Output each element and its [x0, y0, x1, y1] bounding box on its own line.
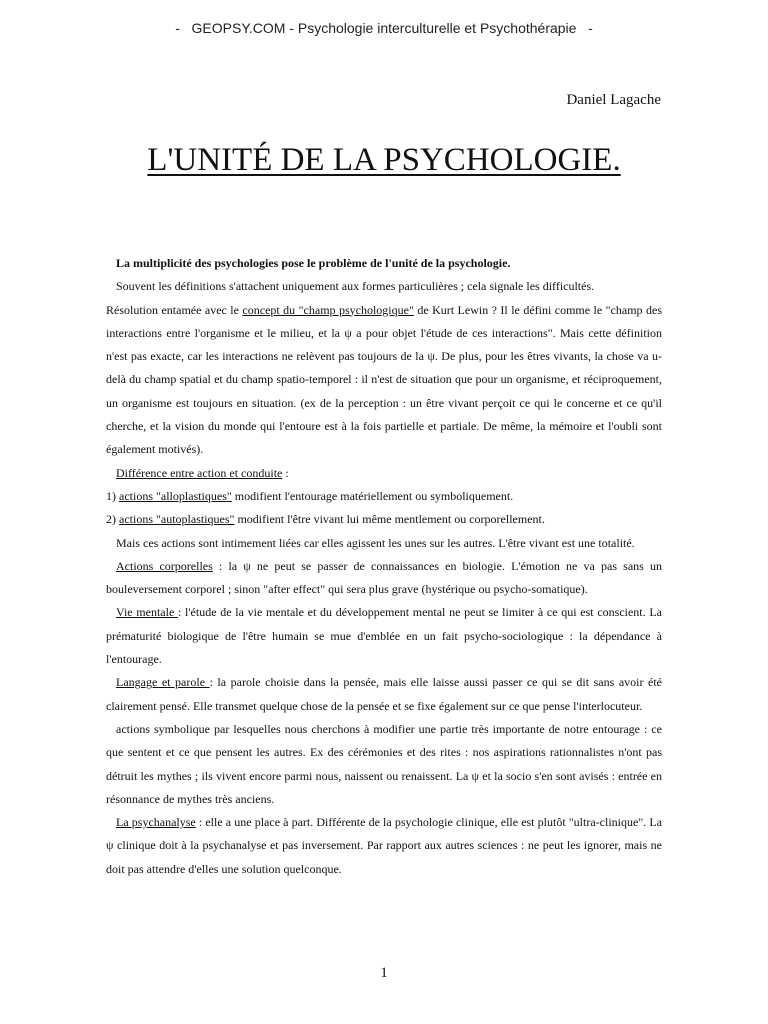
paragraph-symbolic-actions: actions symbolique par lesquelles nous cherchons à modifier une partie très importante de notre entourage : ce que sentent et ce que pensent les autres. Ex des cérémonies et des rites : nos aspirations rationnalistes n'ont pas détruit les mythes ; ils vivent encore parmi nous, naissent ou renaissent. La ψ et la socio s'en sont avisés : entrée en résonnance de mythes très anciens.	[106, 721, 662, 806]
paragraph-totality: Mais ces actions sont intimement liées car elles agissent les unes sur les autres. L'être vivant est une totalité.	[116, 535, 635, 550]
paragraph-text: : la ψ ne peut se passer de connaissances en biologie. L'émotion ne va pas sans un bouleversement corporel ; sinon "after effect" qui sera plus grave (hystérique ou psycho-somatique).	[106, 558, 662, 597]
document-body	[106, 252, 662, 881]
underlined-phrase: actions "alloplastiques"	[119, 488, 232, 503]
paragraph-lewin	[106, 299, 662, 462]
paragraph-psychoanalysis	[106, 811, 662, 881]
paragraph-text: Résolution entamée avec le	[106, 302, 243, 317]
underlined-phrase: concept du "champ psychologique"	[242, 302, 414, 317]
paragraph-text: : la parole choisie dans la pensée, mais elle laisse aussi passer ce qui se dit sans avoir été clairement pensé. Elle transmet quelque chose de la pensée et se fixe également sur ce que pense l'interlocuteur.	[106, 675, 663, 713]
paragraph-mental-life	[106, 601, 662, 671]
underlined-phrase: Différence entre action et conduite	[116, 465, 283, 480]
page-number: 1	[380, 965, 388, 981]
underlined-phrase: actions "autoplastiques"	[119, 512, 235, 527]
list-item-autoplastic	[106, 508, 662, 531]
paragraph-bodily-actions	[106, 555, 662, 602]
paragraph-text: : l'étude de la vie mentale et du développement mental ne peut se limiter à ce qui est conscient. La prématurité biologique de l'être humain se mue d'emblée en un fait psycho-sociologique : la dépendance à l'entourage.	[106, 605, 662, 667]
paragraph-language	[106, 671, 662, 718]
paragraph-text: modifient l'être vivant lui même mentlement ou corporellement.	[234, 512, 545, 527]
document-title: L'UNITÉ DE LA PSYCHOLOGIE.	[147, 142, 621, 178]
list-marker: 1)	[106, 488, 119, 503]
list-item-alloplastic	[106, 485, 662, 508]
paragraph-intro: La multiplicité des psychologies pose le problème de l'unité de la psychologie.	[116, 256, 511, 270]
author-name: Daniel Lagache	[566, 92, 661, 108]
underlined-phrase: Actions corporelles	[116, 558, 213, 573]
underlined-phrase: La psychanalyse	[116, 815, 196, 830]
paragraph-text: de Kurt Lewin ? Il le défini comme le "champ des interactions entre l'organisme et le milieu, et la ψ a pour objet l'étude de ces interactions". Mais cette définition n'est pas exacte, car les interactions ne relèvent pas toujours de la ψ. De plus, pour les êtres vivants, la chose va u-delà du champ spatial et du champ spatio-temporel : il n'est de situation que pour un organisme, et réciproquement, un organisme est toujours en situation. (ex de la perception : un être vivant perçoit ce qui le concerne et ce qu'il cherche, et la vision du monde qui l'entoure est à la fois partielle et partiale. De même, la mémoire et l'oubli sont également motivés).	[106, 302, 662, 457]
running-header: - GEOPSY.COM - Psychologie interculturelle et Psychothérapie -	[175, 20, 593, 36]
paragraph-definitions: Souvent les définitions s'attachent uniquement aux formes particulières ; cela signale les difficultés.	[116, 279, 595, 294]
list-marker: 2)	[106, 512, 119, 527]
paragraph-text: :	[282, 465, 289, 480]
paragraph-text: : elle a une place à part. Différente de la psychologie clinique, elle est plutôt "ultra-clinique". La ψ clinique doit à la psychanalyse et pas inversement. Par rapport aux autres sciences : ne peut les ignorer, mais ne doit pas attendre d'elles une solution quelconque.	[106, 815, 662, 876]
underlined-phrase: Langage et parole	[116, 675, 210, 690]
paragraph-text: modifient l'entourage matériellement ou symboliquement.	[231, 488, 514, 503]
underlined-phrase: Vie mentale	[116, 605, 178, 620]
paragraph-difference	[106, 462, 662, 485]
